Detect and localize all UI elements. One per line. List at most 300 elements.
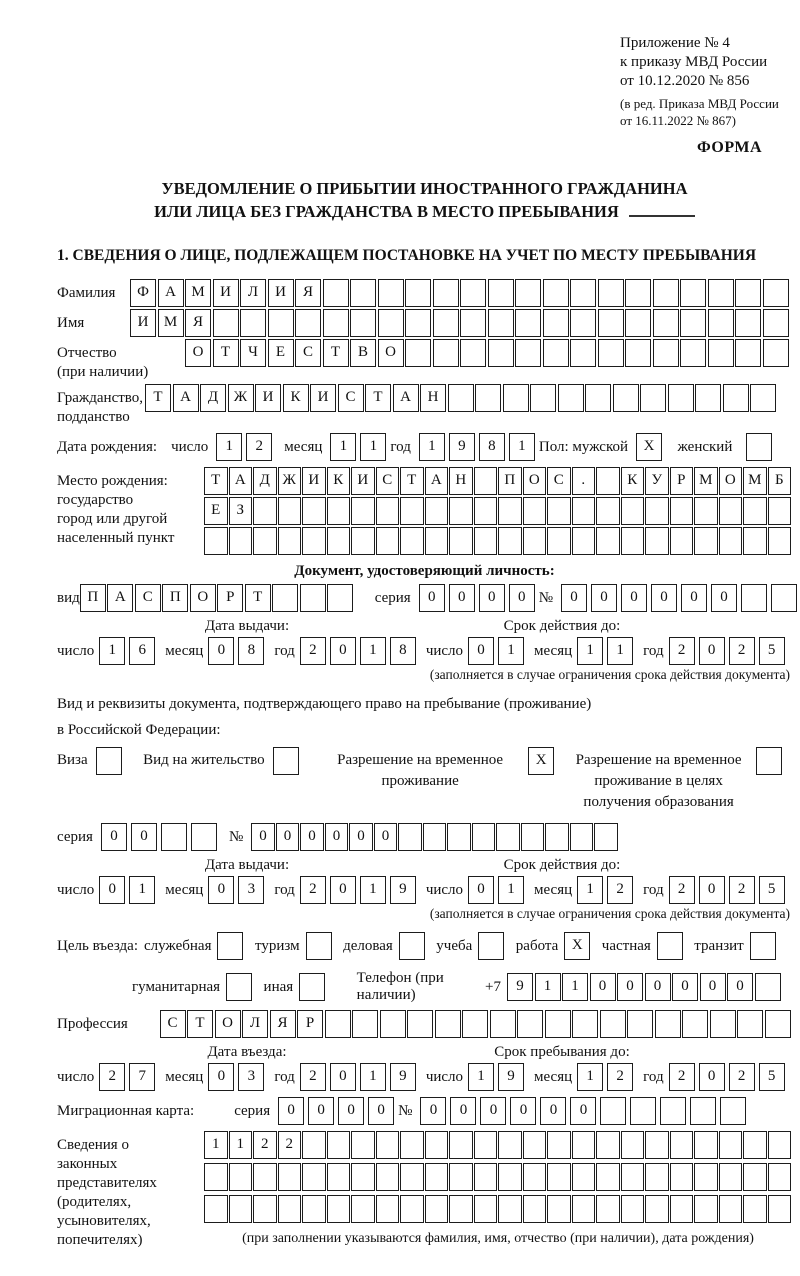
char-box[interactable]: [719, 1131, 743, 1159]
char-box[interactable]: [435, 1010, 461, 1038]
char-box[interactable]: [708, 279, 734, 307]
char-box[interactable]: [498, 1163, 522, 1191]
char-box[interactable]: О: [185, 339, 211, 367]
char-box[interactable]: [351, 1195, 375, 1223]
char-box[interactable]: 0: [208, 1063, 234, 1091]
char-box[interactable]: [400, 497, 424, 525]
char-box[interactable]: 8: [479, 433, 505, 461]
char-box[interactable]: [268, 309, 294, 337]
char-box[interactable]: А: [393, 384, 419, 412]
char-box[interactable]: 0: [131, 823, 157, 851]
char-box[interactable]: 9: [449, 433, 475, 461]
char-box[interactable]: Т: [213, 339, 239, 367]
char-box[interactable]: К: [327, 467, 351, 495]
char-box[interactable]: [433, 279, 459, 307]
char-box[interactable]: 0: [617, 973, 643, 1001]
char-box[interactable]: [302, 527, 326, 555]
char-box[interactable]: М: [185, 279, 211, 307]
char-box[interactable]: [327, 1131, 351, 1159]
char-box[interactable]: [547, 1163, 571, 1191]
char-box[interactable]: [433, 339, 459, 367]
char-box[interactable]: [670, 1131, 694, 1159]
char-box[interactable]: 7: [129, 1063, 155, 1091]
char-box[interactable]: Я: [295, 279, 321, 307]
char-box[interactable]: 2: [253, 1131, 277, 1159]
char-box[interactable]: 0: [276, 823, 300, 851]
char-box[interactable]: [327, 1195, 351, 1223]
char-box[interactable]: [596, 527, 620, 555]
char-box[interactable]: Л: [242, 1010, 268, 1038]
char-box[interactable]: [750, 384, 776, 412]
char-box[interactable]: [378, 279, 404, 307]
char-box[interactable]: [229, 1163, 253, 1191]
char-box[interactable]: 0: [510, 1097, 536, 1125]
char-box[interactable]: Р: [670, 467, 694, 495]
char-box[interactable]: К: [283, 384, 309, 412]
char-box[interactable]: [475, 384, 501, 412]
char-box[interactable]: [462, 1010, 488, 1038]
char-box[interactable]: 0: [479, 584, 505, 612]
char-box[interactable]: 1: [360, 876, 386, 904]
char-box[interactable]: Т: [400, 467, 424, 495]
char-box[interactable]: [655, 1010, 681, 1038]
char-box[interactable]: Т: [323, 339, 349, 367]
char-box[interactable]: 0: [570, 1097, 596, 1125]
char-box[interactable]: [474, 1195, 498, 1223]
char-box[interactable]: 0: [419, 584, 445, 612]
char-box[interactable]: И: [310, 384, 336, 412]
char-box[interactable]: 6: [129, 637, 155, 665]
char-box[interactable]: [300, 584, 326, 612]
char-box[interactable]: [474, 1163, 498, 1191]
char-box[interactable]: О: [719, 467, 743, 495]
char-box[interactable]: 0: [208, 637, 234, 665]
char-box[interactable]: Е: [268, 339, 294, 367]
char-box[interactable]: [490, 1010, 516, 1038]
char-box[interactable]: 2: [246, 433, 272, 461]
char-box[interactable]: [376, 1131, 400, 1159]
char-box[interactable]: 1: [498, 637, 524, 665]
char-box[interactable]: [768, 1163, 792, 1191]
char-box[interactable]: 0: [700, 973, 726, 1001]
char-box[interactable]: [350, 309, 376, 337]
char-box[interactable]: Ф: [130, 279, 156, 307]
char-box[interactable]: [350, 279, 376, 307]
char-box[interactable]: [204, 527, 228, 555]
char-box[interactable]: Т: [204, 467, 228, 495]
char-box[interactable]: X: [528, 747, 554, 775]
char-box[interactable]: В: [350, 339, 376, 367]
char-box[interactable]: 0: [590, 973, 616, 1001]
char-box[interactable]: [621, 497, 645, 525]
char-box[interactable]: [596, 467, 620, 495]
char-box[interactable]: [376, 527, 400, 555]
char-box[interactable]: 3: [238, 876, 264, 904]
char-box[interactable]: С: [135, 584, 161, 612]
char-box[interactable]: [695, 384, 721, 412]
char-box[interactable]: [425, 1131, 449, 1159]
char-box[interactable]: [743, 1195, 767, 1223]
char-box[interactable]: [630, 1097, 656, 1125]
char-box[interactable]: 0: [368, 1097, 394, 1125]
char-box[interactable]: [323, 309, 349, 337]
char-box[interactable]: [498, 1131, 522, 1159]
char-box[interactable]: [719, 527, 743, 555]
char-box[interactable]: [545, 823, 569, 851]
char-box[interactable]: .: [572, 467, 596, 495]
char-box[interactable]: И: [255, 384, 281, 412]
char-box[interactable]: [768, 497, 792, 525]
char-box[interactable]: М: [694, 467, 718, 495]
char-box[interactable]: [719, 1195, 743, 1223]
char-box[interactable]: [572, 1010, 598, 1038]
char-box[interactable]: П: [498, 467, 522, 495]
char-box[interactable]: [625, 339, 651, 367]
char-box[interactable]: 0: [420, 1097, 446, 1125]
char-box[interactable]: [460, 339, 486, 367]
char-box[interactable]: [750, 932, 776, 960]
char-box[interactable]: [523, 527, 547, 555]
char-box[interactable]: [680, 279, 706, 307]
char-box[interactable]: Т: [365, 384, 391, 412]
char-box[interactable]: З: [229, 497, 253, 525]
char-box[interactable]: [503, 384, 529, 412]
char-box[interactable]: [594, 823, 618, 851]
char-box[interactable]: [474, 527, 498, 555]
char-box[interactable]: 2: [300, 876, 326, 904]
char-box[interactable]: [523, 1163, 547, 1191]
char-box[interactable]: И: [351, 467, 375, 495]
char-box[interactable]: [405, 279, 431, 307]
char-box[interactable]: [398, 823, 422, 851]
char-box[interactable]: [496, 823, 520, 851]
char-box[interactable]: Я: [270, 1010, 296, 1038]
char-box[interactable]: М: [158, 309, 184, 337]
char-box[interactable]: 0: [540, 1097, 566, 1125]
char-box[interactable]: [400, 1163, 424, 1191]
char-box[interactable]: [645, 1163, 669, 1191]
char-box[interactable]: [204, 1195, 228, 1223]
char-box[interactable]: Т: [187, 1010, 213, 1038]
char-box[interactable]: [217, 932, 243, 960]
char-box[interactable]: [585, 384, 611, 412]
char-box[interactable]: [449, 497, 473, 525]
char-box[interactable]: [474, 1131, 498, 1159]
char-box[interactable]: [278, 497, 302, 525]
char-box[interactable]: [378, 309, 404, 337]
char-box[interactable]: [763, 309, 789, 337]
char-box[interactable]: [515, 279, 541, 307]
char-box[interactable]: 0: [621, 584, 647, 612]
char-box[interactable]: [253, 1163, 277, 1191]
char-box[interactable]: [670, 527, 694, 555]
char-box[interactable]: [299, 973, 325, 1001]
char-box[interactable]: [399, 932, 425, 960]
char-box[interactable]: 2: [729, 876, 755, 904]
char-box[interactable]: [668, 384, 694, 412]
char-box[interactable]: [327, 1163, 351, 1191]
char-box[interactable]: [380, 1010, 406, 1038]
char-box[interactable]: [405, 309, 431, 337]
char-box[interactable]: 0: [711, 584, 737, 612]
char-box[interactable]: [351, 1131, 375, 1159]
char-box[interactable]: [621, 1163, 645, 1191]
char-box[interactable]: Д: [200, 384, 226, 412]
char-box[interactable]: [670, 1195, 694, 1223]
char-box[interactable]: [765, 1010, 791, 1038]
char-box[interactable]: [645, 1195, 669, 1223]
char-box[interactable]: 2: [607, 876, 633, 904]
char-box[interactable]: [449, 1163, 473, 1191]
char-box[interactable]: [645, 527, 669, 555]
char-box[interactable]: [229, 1195, 253, 1223]
char-box[interactable]: [488, 339, 514, 367]
char-box[interactable]: [191, 823, 217, 851]
char-box[interactable]: [735, 339, 761, 367]
char-box[interactable]: [405, 339, 431, 367]
char-box[interactable]: 0: [208, 876, 234, 904]
char-box[interactable]: [735, 279, 761, 307]
char-box[interactable]: [449, 1195, 473, 1223]
char-box[interactable]: [690, 1097, 716, 1125]
char-box[interactable]: [600, 1097, 626, 1125]
char-box[interactable]: [278, 1195, 302, 1223]
char-box[interactable]: 0: [561, 584, 587, 612]
char-box[interactable]: [653, 309, 679, 337]
char-box[interactable]: Я: [185, 309, 211, 337]
char-box[interactable]: 1: [498, 876, 524, 904]
char-box[interactable]: 1: [99, 637, 125, 665]
char-box[interactable]: 1: [419, 433, 445, 461]
char-box[interactable]: [460, 279, 486, 307]
char-box[interactable]: [306, 932, 332, 960]
char-box[interactable]: [323, 279, 349, 307]
char-box[interactable]: [327, 527, 351, 555]
char-box[interactable]: [325, 1010, 351, 1038]
char-box[interactable]: С: [547, 467, 571, 495]
char-box[interactable]: [488, 309, 514, 337]
char-box[interactable]: [425, 497, 449, 525]
char-box[interactable]: 0: [727, 973, 753, 1001]
char-box[interactable]: А: [425, 467, 449, 495]
char-box[interactable]: [449, 1131, 473, 1159]
char-box[interactable]: [498, 1195, 522, 1223]
char-box[interactable]: А: [158, 279, 184, 307]
char-box[interactable]: [720, 1097, 746, 1125]
char-box[interactable]: [653, 339, 679, 367]
char-box[interactable]: П: [162, 584, 188, 612]
char-box[interactable]: 0: [101, 823, 127, 851]
char-box[interactable]: [253, 527, 277, 555]
char-box[interactable]: О: [523, 467, 547, 495]
char-box[interactable]: [746, 433, 772, 461]
char-box[interactable]: [547, 527, 571, 555]
char-box[interactable]: [572, 497, 596, 525]
char-box[interactable]: 0: [330, 1063, 356, 1091]
char-box[interactable]: О: [378, 339, 404, 367]
char-box[interactable]: 0: [330, 876, 356, 904]
char-box[interactable]: 0: [450, 1097, 476, 1125]
char-box[interactable]: [670, 1163, 694, 1191]
char-box[interactable]: [596, 1163, 620, 1191]
char-box[interactable]: Р: [297, 1010, 323, 1038]
char-box[interactable]: [653, 279, 679, 307]
char-box[interactable]: 0: [699, 876, 725, 904]
char-box[interactable]: [449, 527, 473, 555]
char-box[interactable]: Ч: [240, 339, 266, 367]
char-box[interactable]: [488, 279, 514, 307]
char-box[interactable]: [621, 527, 645, 555]
char-box[interactable]: 2: [729, 637, 755, 665]
char-box[interactable]: [596, 1195, 620, 1223]
char-box[interactable]: 0: [374, 823, 398, 851]
char-box[interactable]: 2: [278, 1131, 302, 1159]
char-box[interactable]: 5: [759, 1063, 785, 1091]
char-box[interactable]: 1: [562, 973, 588, 1001]
char-box[interactable]: 0: [480, 1097, 506, 1125]
char-box[interactable]: [756, 747, 782, 775]
char-box[interactable]: С: [338, 384, 364, 412]
char-box[interactable]: С: [295, 339, 321, 367]
char-box[interactable]: [530, 384, 556, 412]
char-box[interactable]: 0: [308, 1097, 334, 1125]
char-box[interactable]: X: [564, 932, 590, 960]
char-box[interactable]: 0: [300, 823, 324, 851]
char-box[interactable]: [376, 1163, 400, 1191]
char-box[interactable]: [572, 527, 596, 555]
char-box[interactable]: 1: [577, 1063, 603, 1091]
char-box[interactable]: [737, 1010, 763, 1038]
char-box[interactable]: 5: [759, 637, 785, 665]
char-box[interactable]: [625, 279, 651, 307]
char-box[interactable]: 1: [535, 973, 561, 1001]
char-box[interactable]: [621, 1195, 645, 1223]
char-box[interactable]: [425, 1163, 449, 1191]
char-box[interactable]: П: [80, 584, 106, 612]
char-box[interactable]: 9: [507, 973, 533, 1001]
char-box[interactable]: С: [376, 467, 400, 495]
char-box[interactable]: X: [636, 433, 662, 461]
char-box[interactable]: [240, 309, 266, 337]
char-box[interactable]: [229, 527, 253, 555]
char-box[interactable]: [570, 339, 596, 367]
char-box[interactable]: 2: [300, 1063, 326, 1091]
char-box[interactable]: [763, 339, 789, 367]
char-box[interactable]: [376, 1195, 400, 1223]
char-box[interactable]: 0: [330, 637, 356, 665]
char-box[interactable]: [523, 1131, 547, 1159]
char-box[interactable]: [253, 1195, 277, 1223]
char-box[interactable]: [351, 527, 375, 555]
char-box[interactable]: [657, 932, 683, 960]
char-box[interactable]: 0: [468, 637, 494, 665]
char-box[interactable]: [96, 747, 122, 775]
char-box[interactable]: 0: [349, 823, 373, 851]
char-box[interactable]: 9: [390, 876, 416, 904]
char-box[interactable]: [763, 279, 789, 307]
char-box[interactable]: 2: [99, 1063, 125, 1091]
char-box[interactable]: Т: [245, 584, 271, 612]
char-box[interactable]: [694, 1163, 718, 1191]
char-box[interactable]: [302, 497, 326, 525]
char-box[interactable]: [600, 1010, 626, 1038]
char-box[interactable]: 1: [229, 1131, 253, 1159]
char-box[interactable]: Е: [204, 497, 228, 525]
char-box[interactable]: Л: [240, 279, 266, 307]
char-box[interactable]: 9: [498, 1063, 524, 1091]
char-box[interactable]: И: [213, 279, 239, 307]
char-box[interactable]: [447, 823, 471, 851]
char-box[interactable]: 2: [300, 637, 326, 665]
char-box[interactable]: [596, 497, 620, 525]
char-box[interactable]: 0: [251, 823, 275, 851]
char-box[interactable]: [327, 497, 351, 525]
char-box[interactable]: [273, 747, 299, 775]
char-box[interactable]: [204, 1163, 228, 1191]
char-box[interactable]: [472, 823, 496, 851]
char-box[interactable]: [226, 973, 252, 1001]
char-box[interactable]: [515, 309, 541, 337]
char-box[interactable]: [543, 309, 569, 337]
char-box[interactable]: [351, 497, 375, 525]
char-box[interactable]: 0: [509, 584, 535, 612]
char-box[interactable]: [682, 1010, 708, 1038]
char-box[interactable]: [743, 497, 767, 525]
char-box[interactable]: А: [173, 384, 199, 412]
char-box[interactable]: [572, 1131, 596, 1159]
char-box[interactable]: 1: [204, 1131, 228, 1159]
char-box[interactable]: 0: [645, 973, 671, 1001]
char-box[interactable]: [570, 279, 596, 307]
char-box[interactable]: 1: [330, 433, 356, 461]
char-box[interactable]: [613, 384, 639, 412]
char-box[interactable]: [498, 527, 522, 555]
char-box[interactable]: [694, 497, 718, 525]
char-box[interactable]: С: [160, 1010, 186, 1038]
char-box[interactable]: [768, 527, 792, 555]
char-box[interactable]: [478, 932, 504, 960]
char-box[interactable]: 0: [468, 876, 494, 904]
char-box[interactable]: [680, 339, 706, 367]
char-box[interactable]: [474, 467, 498, 495]
char-box[interactable]: [660, 1097, 686, 1125]
char-box[interactable]: У: [645, 467, 669, 495]
char-box[interactable]: [213, 309, 239, 337]
char-box[interactable]: [694, 1195, 718, 1223]
char-box[interactable]: 1: [360, 1063, 386, 1091]
char-box[interactable]: [735, 309, 761, 337]
char-box[interactable]: [400, 1131, 424, 1159]
char-box[interactable]: 0: [681, 584, 707, 612]
char-box[interactable]: М: [743, 467, 767, 495]
char-box[interactable]: [572, 1163, 596, 1191]
char-box[interactable]: Ж: [228, 384, 254, 412]
char-box[interactable]: 0: [325, 823, 349, 851]
char-box[interactable]: [640, 384, 666, 412]
char-box[interactable]: [743, 1131, 767, 1159]
char-box[interactable]: 1: [509, 433, 535, 461]
char-box[interactable]: Н: [420, 384, 446, 412]
char-box[interactable]: Н: [449, 467, 473, 495]
char-box[interactable]: [423, 823, 447, 851]
char-box[interactable]: [645, 1131, 669, 1159]
char-box[interactable]: [545, 1010, 571, 1038]
char-box[interactable]: [302, 1131, 326, 1159]
char-box[interactable]: [351, 1163, 375, 1191]
char-box[interactable]: [547, 1131, 571, 1159]
char-box[interactable]: [596, 1131, 620, 1159]
char-box[interactable]: [719, 1163, 743, 1191]
